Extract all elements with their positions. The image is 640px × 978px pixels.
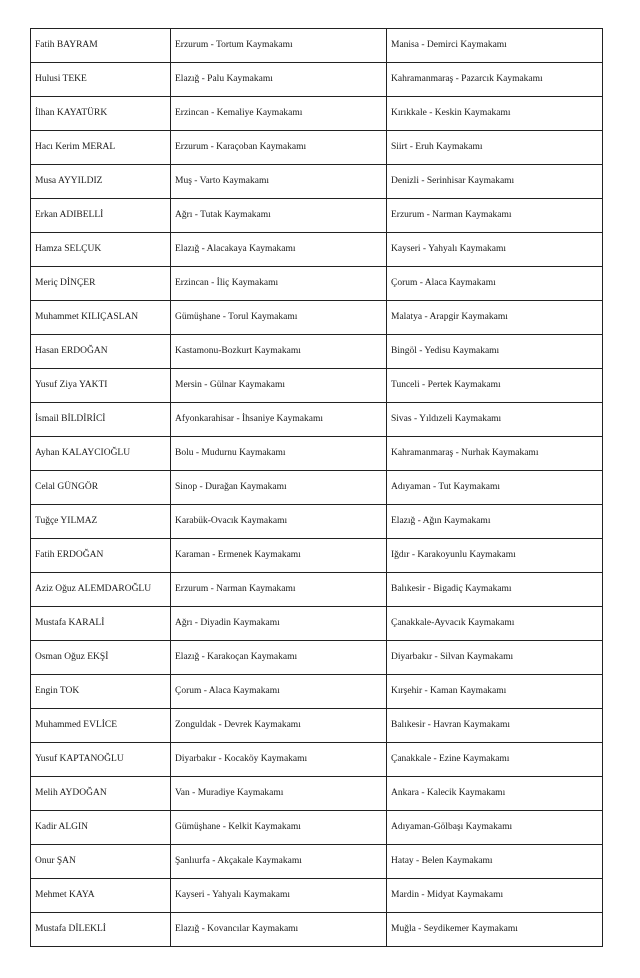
new-post-cell: Adıyaman-Gölbaşı Kaymakamı <box>387 811 603 845</box>
name-cell: Mehmet KAYA <box>31 879 171 913</box>
name-cell: Hamza SELÇUK <box>31 233 171 267</box>
new-post-cell: Kahramanmaraş - Nurhak Kaymakamı <box>387 437 603 471</box>
name-cell: Ayhan KALAYCIOĞLU <box>31 437 171 471</box>
previous-post-cell: Van - Muradiye Kaymakamı <box>171 777 387 811</box>
new-post-cell: Çanakkale - Ezine Kaymakamı <box>387 743 603 777</box>
name-cell: Erkan ADIBELLİ <box>31 199 171 233</box>
previous-post-cell: Diyarbakır - Kocaköy Kaymakamı <box>171 743 387 777</box>
table-row <box>31 437 603 471</box>
table-row <box>31 301 603 335</box>
new-post-cell: Sivas - Yıldızeli Kaymakamı <box>387 403 603 437</box>
new-post-cell: Kahramanmaraş - Pazarcık Kaymakamı <box>387 63 603 97</box>
new-post-cell: Ankara - Kalecik Kaymakamı <box>387 777 603 811</box>
previous-post-cell: Kastamonu-Bozkurt Kaymakamı <box>171 335 387 369</box>
name-cell: Hasan ERDOĞAN <box>31 335 171 369</box>
table-row <box>31 369 603 403</box>
previous-post-cell: Elazığ - Alacakaya Kaymakamı <box>171 233 387 267</box>
name-cell: Mustafa KARALİ <box>31 607 171 641</box>
previous-post-cell: Gümüşhane - Kelkit Kaymakamı <box>171 811 387 845</box>
name-cell: Muhammet KILIÇASLAN <box>31 301 171 335</box>
table-row <box>31 913 603 947</box>
new-post-cell: Bingöl - Yedisu Kaymakamı <box>387 335 603 369</box>
previous-post-cell: Elazığ - Karakoçan Kaymakamı <box>171 641 387 675</box>
new-post-cell: Diyarbakır - Silvan Kaymakamı <box>387 641 603 675</box>
previous-post-cell: Erzurum - Karaçoban Kaymakamı <box>171 131 387 165</box>
name-cell: Tuğçe YILMAZ <box>31 505 171 539</box>
name-cell: Mustafa DİLEKLİ <box>31 913 171 947</box>
previous-post-cell: Karaman - Ermenek Kaymakamı <box>171 539 387 573</box>
table-row <box>31 335 603 369</box>
table-row <box>31 573 603 607</box>
name-cell: Hulusi TEKE <box>31 63 171 97</box>
table-row <box>31 845 603 879</box>
new-post-cell: Erzurum - Narman Kaymakamı <box>387 199 603 233</box>
new-post-cell: Manisa - Demirci Kaymakamı <box>387 29 603 63</box>
assignments-table-body <box>31 29 603 947</box>
name-cell: Yusuf KAPTANOĞLU <box>31 743 171 777</box>
new-post-cell: Kırşehir - Kaman Kaymakamı <box>387 675 603 709</box>
previous-post-cell: Ağrı - Diyadin Kaymakamı <box>171 607 387 641</box>
new-post-cell: Balıkesir - Havran Kaymakamı <box>387 709 603 743</box>
new-post-cell: Mardin - Midyat Kaymakamı <box>387 879 603 913</box>
previous-post-cell: Bolu - Mudurnu Kaymakamı <box>171 437 387 471</box>
previous-post-cell: Erzincan - Kemaliye Kaymakamı <box>171 97 387 131</box>
new-post-cell: Kayseri - Yahyalı Kaymakamı <box>387 233 603 267</box>
new-post-cell: Elazığ - Ağın Kaymakamı <box>387 505 603 539</box>
previous-post-cell: Mersin - Gülnar Kaymakamı <box>171 369 387 403</box>
name-cell: Celal GÜNGÖR <box>31 471 171 505</box>
table-row <box>31 777 603 811</box>
table-row <box>31 403 603 437</box>
table-row <box>31 63 603 97</box>
table-row <box>31 199 603 233</box>
name-cell: Fatih ERDOĞAN <box>31 539 171 573</box>
new-post-cell: Tunceli - Pertek Kaymakamı <box>387 369 603 403</box>
previous-post-cell: Elazığ - Palu Kaymakamı <box>171 63 387 97</box>
name-cell: Onur ŞAN <box>31 845 171 879</box>
previous-post-cell: Erzurum - Narman Kaymakamı <box>171 573 387 607</box>
new-post-cell: Çanakkale-Ayvacık Kaymakamı <box>387 607 603 641</box>
previous-post-cell: Çorum - Alaca Kaymakamı <box>171 675 387 709</box>
name-cell: Kadir ALGIN <box>31 811 171 845</box>
table-row <box>31 539 603 573</box>
name-cell: Osman Oğuz EKŞİ <box>31 641 171 675</box>
name-cell: Melih AYDOĞAN <box>31 777 171 811</box>
previous-post-cell: Ağrı - Tutak Kaymakamı <box>171 199 387 233</box>
previous-post-cell: Karabük-Ovacık Kaymakamı <box>171 505 387 539</box>
previous-post-cell: Elazığ - Kovancılar Kaymakamı <box>171 913 387 947</box>
table-row <box>31 131 603 165</box>
table-row <box>31 267 603 301</box>
table-row <box>31 709 603 743</box>
table-row <box>31 165 603 199</box>
table-row <box>31 641 603 675</box>
previous-post-cell: Muş - Varto Kaymakamı <box>171 165 387 199</box>
previous-post-cell: Erzurum - Tortum Kaymakamı <box>171 29 387 63</box>
new-post-cell: Iğdır - Karakoyunlu Kaymakamı <box>387 539 603 573</box>
new-post-cell: Malatya - Arapgir Kaymakamı <box>387 301 603 335</box>
new-post-cell: Muğla - Seydikemer Kaymakamı <box>387 913 603 947</box>
name-cell: Engin TOK <box>31 675 171 709</box>
previous-post-cell: Gümüşhane - Torul Kaymakamı <box>171 301 387 335</box>
name-cell: İlhan KAYATÜRK <box>31 97 171 131</box>
name-cell: Musa AYYILDIZ <box>31 165 171 199</box>
new-post-cell: Kırıkkale - Keskin Kaymakamı <box>387 97 603 131</box>
table-row <box>31 471 603 505</box>
previous-post-cell: Zonguldak - Devrek Kaymakamı <box>171 709 387 743</box>
name-cell: Hacı Kerim MERAL <box>31 131 171 165</box>
new-post-cell: Adıyaman - Tut Kaymakamı <box>387 471 603 505</box>
table-row <box>31 29 603 63</box>
table-row <box>31 743 603 777</box>
new-post-cell: Denizli - Serinhisar Kaymakamı <box>387 165 603 199</box>
table-row <box>31 233 603 267</box>
name-cell: Muhammed EVLİCE <box>31 709 171 743</box>
previous-post-cell: Erzincan - İliç Kaymakamı <box>171 267 387 301</box>
new-post-cell: Balıkesir - Bigadiç Kaymakamı <box>387 573 603 607</box>
table-row <box>31 97 603 131</box>
new-post-cell: Hatay - Belen Kaymakamı <box>387 845 603 879</box>
name-cell: İsmail BİLDİRİCİ <box>31 403 171 437</box>
table-row <box>31 675 603 709</box>
table-row <box>31 811 603 845</box>
table-row <box>31 879 603 913</box>
name-cell: Aziz Oğuz ALEMDAROĞLU <box>31 573 171 607</box>
name-cell: Meriç DİNÇER <box>31 267 171 301</box>
new-post-cell: Çorum - Alaca Kaymakamı <box>387 267 603 301</box>
previous-post-cell: Sinop - Durağan Kaymakamı <box>171 471 387 505</box>
name-cell: Yusuf Ziya YAKTI <box>31 369 171 403</box>
previous-post-cell: Afyonkarahisar - İhsaniye Kaymakamı <box>171 403 387 437</box>
table-row <box>31 607 603 641</box>
name-cell: Fatih BAYRAM <box>31 29 171 63</box>
new-post-cell: Siirt - Eruh Kaymakamı <box>387 131 603 165</box>
previous-post-cell: Şanlıurfa - Akçakale Kaymakamı <box>171 845 387 879</box>
previous-post-cell: Kayseri - Yahyalı Kaymakamı <box>171 879 387 913</box>
table-row <box>31 505 603 539</box>
assignments-table <box>30 28 603 947</box>
